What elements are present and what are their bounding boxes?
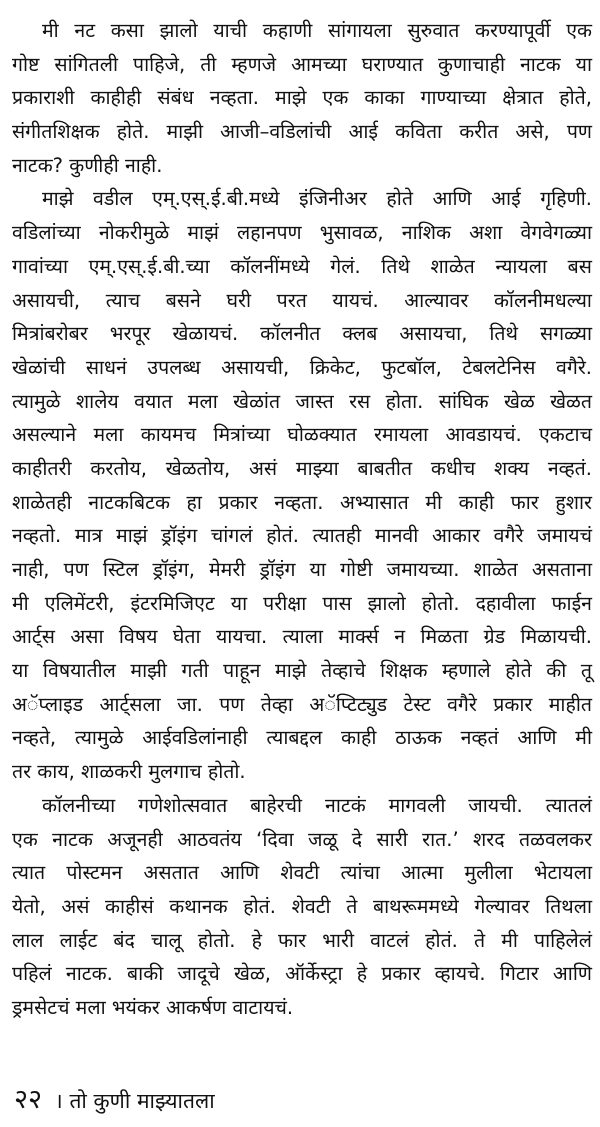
text-line: वडिलांच्या नोकरीमुळे माझं लहानपण भुसावळ, नाशिक अशा वेगवेगळ्या — [12, 221, 592, 245]
page-number: २२ — [14, 1084, 43, 1115]
text-line: कॉलनीच्या गणेशोत्सवात बाहेरची नाटकं मागवली जायची. त्यातलं — [42, 793, 592, 817]
text-line: येतो, असं काहीसं कथानक होतं. शेवटी ते बाथरूममध्ये गेल्यावर तिथला — [12, 894, 592, 918]
text-line: मित्रांबरोबर भरपूर खेळायचं. कॉलनीत क्लब असायचा, तिथे सगळ्या — [12, 322, 592, 346]
text-line: पहिलं नाटक. बाकी जादूचे खेळ, ऑर्केस्ट्रा हे प्रकार व्हायचे. गिटार आणि — [12, 962, 592, 986]
text-line: गोष्ट सांगितली पाहिजे, ती म्हणजे आमच्या घराण्यात कुणाचाही नाटक या — [12, 52, 592, 76]
text-line: नव्हते, त्यामुळे आईवडिलांनाही त्याबद्दल काही ठाऊक नव्हतं आणि मी — [12, 726, 592, 750]
text-line: गावांच्या एम्.एस्.ई.बी.च्या कॉलनींमध्ये गेलं. तिथे शाळेत न्यायला बस — [12, 254, 592, 278]
page-footer — [14, 1085, 215, 1116]
page-body — [12, 14, 592, 1025]
paragraph-3 — [12, 789, 592, 1025]
text-line: नाही, पण स्टिल ड्रॉइंग, मेमरी ड्रॉइंग या गोष्टी जमायच्या. शाळेत असताना — [12, 558, 592, 581]
text-line: काहीतरी करतोय, खेळतोय, असं माझ्या बाबतीत कधीच शक्य नव्हतं. — [12, 456, 592, 480]
text-line: अॅप्लाइड आर्ट्सला जा. पण तेव्हा अॅप्टिट्युड टेस्ट वगैरे प्रकार माहीत — [12, 692, 592, 716]
text-line: एक नाटक अजूनही आठवतंय ‘दिवा जळू दे सारी रात.’ शरद तळवलकर — [12, 827, 592, 851]
text-line: मी नट कसा झालो याची कहाणी सांगायला सुरुवात करण्यापूर्वी एक — [42, 19, 592, 42]
text-line: ड्रमसेटचं मला भयंकर आकर्षण वाटायचं. — [12, 995, 294, 1019]
text-line: शाळेतही नाटकबिटक हा प्रकार नव्हता. अभ्यासात मी काही फार हुशार — [12, 490, 592, 514]
text-line: असल्याने मला कायमच मित्रांच्या घोळक्यात रमायला आवडायचं. एकटाच — [12, 423, 592, 447]
text-line: नव्हतो. मात्र माझं ड्रॉइंग चांगलं होतं. त्यातही मानवी आकार वगैरे जमायचं — [12, 524, 592, 548]
text-line: प्रकाराशी काहीही संबंध नव्हता. माझे एक काका गाण्याच्या क्षेत्रात होते, — [12, 86, 592, 110]
paragraph-1 — [12, 14, 592, 182]
text-line: खेळांची साधनं उपलब्ध असायची, क्रिकेट, फुटबॉल, टेबलटेनिस वगैरे. — [12, 355, 592, 379]
text-line: असायची, त्याच बसने घरी परत यायचं. आल्यावर कॉलनीमधल्या — [12, 288, 592, 312]
text-line: मी एलिमेंटरी, इंटरमिजिएट या परीक्षा पास झालो होतो. दहावीला फाईन — [12, 591, 592, 615]
text-line: संगीतशिक्षक होते. माझी आजी–वडिलांची आई कविता करीत असे, पण — [12, 120, 592, 144]
text-line: त्यात पोस्टमन असतात आणि शेवटी त्यांचा आत्मा मुलीला भेटायला — [12, 861, 592, 885]
book-title: तो कुणी माझ्यातला — [69, 1089, 215, 1113]
paragraph-2 — [12, 182, 592, 788]
text-line: त्यामुळे शालेय वयात मला खेळांत जास्त रस होता. सांघिक खेळ खेळत — [12, 389, 592, 413]
text-line: लाल लाईट बंद चालू होतो. हे फार भारी वाटलं होतं. ते मी पाहिलेलं — [12, 928, 592, 952]
text-line: माझे वडील एम्.एस्.ई.बी.मध्ये इंजिनीअर होते आणि आई गृहिणी. — [42, 187, 592, 211]
text-line: तर काय, शाळकरी मुलगाच होतो. — [12, 760, 246, 784]
footer-separator: । — [54, 1089, 63, 1113]
text-line: या विषयातील माझी गती पाहून माझे तेव्हाचे शिक्षक म्हणाले होते की तू — [12, 659, 592, 683]
text-line: आर्ट्स असा विषय घेता यायचा. त्याला मार्क्स न मिळता ग्रेड मिळायची. — [12, 625, 592, 649]
text-line: नाटक? कुणीही नाही. — [12, 153, 163, 177]
